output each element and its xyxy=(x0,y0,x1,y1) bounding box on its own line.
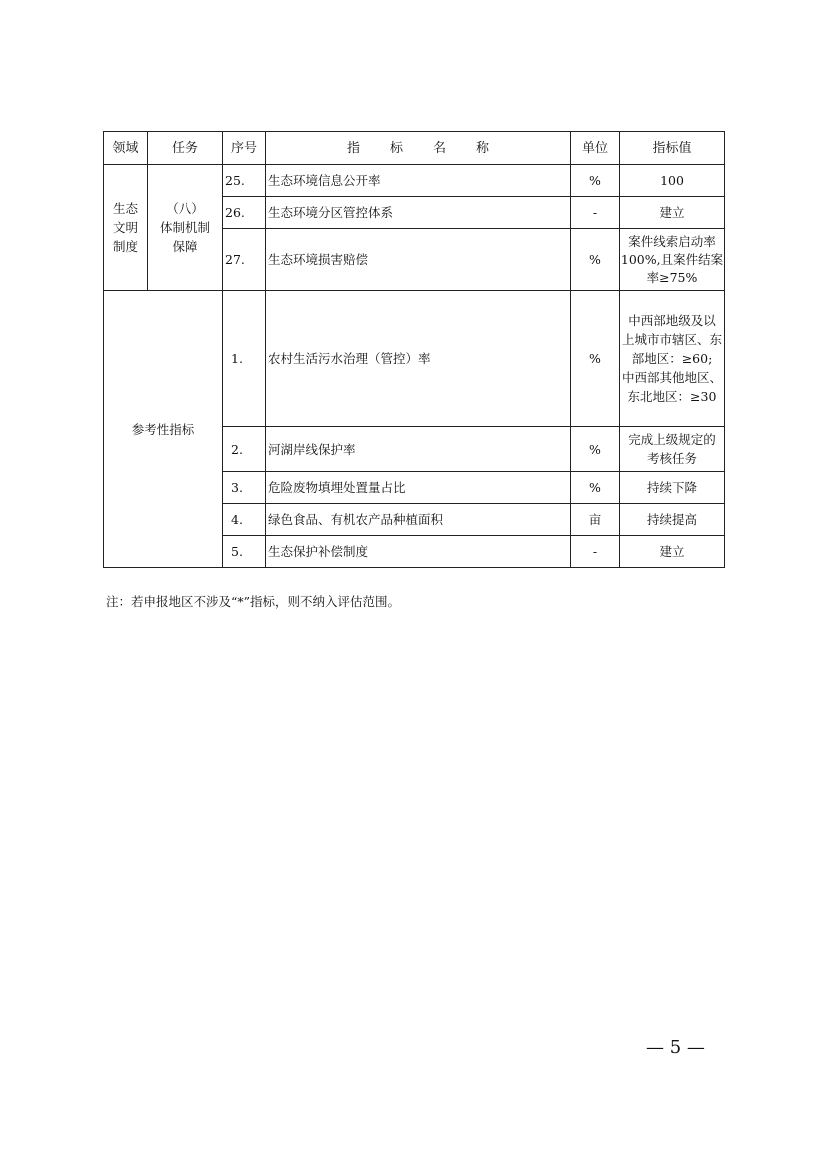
value-cell: 完成上级规定的 考核任务 xyxy=(620,427,725,472)
indicator-table xyxy=(103,131,725,568)
task-cell: （八） 体制机制 保障 xyxy=(148,165,223,291)
unit-cell: % xyxy=(571,472,620,504)
value-cell: 持续提高 xyxy=(620,504,725,536)
unit-cell: % xyxy=(571,291,620,427)
name-cell: 生态保护补偿制度 xyxy=(266,536,571,568)
no-cell: 1. xyxy=(223,291,266,427)
header-value: 指标值 xyxy=(620,132,725,165)
header-name: 指标名称 xyxy=(266,132,571,165)
table-row xyxy=(104,291,725,427)
value-cell: 建立 xyxy=(620,197,725,229)
table-header xyxy=(104,132,725,165)
no-cell: 4. xyxy=(223,504,266,536)
header-task: 任务 xyxy=(148,132,223,165)
value-cell: 100 xyxy=(620,165,725,197)
value-cell: 持续下降 xyxy=(620,472,725,504)
name-cell: 河湖岸线保护率 xyxy=(266,427,571,472)
page-number: — 5 — xyxy=(646,1037,705,1058)
table-row xyxy=(104,165,725,197)
no-cell: 26. xyxy=(223,197,266,229)
value-cell: 建立 xyxy=(620,536,725,568)
name-cell: 生态环境分区管控体系 xyxy=(266,197,571,229)
domain-cell: 参考性指标 xyxy=(104,291,223,568)
unit-cell: % xyxy=(571,165,620,197)
unit-cell: % xyxy=(571,427,620,472)
unit-cell: 亩 xyxy=(571,504,620,536)
no-cell: 3. xyxy=(223,472,266,504)
header-no: 序号 xyxy=(223,132,266,165)
no-cell: 25. xyxy=(223,165,266,197)
value-cell: 中西部地级及以 上城市市辖区、东 部地区：≥60; 中西部其他地区、 东北地区：≥30 xyxy=(620,291,725,427)
header-domain: 领域 xyxy=(104,132,148,165)
unit-cell: - xyxy=(571,197,620,229)
domain-cell: 生态 文明 制度 xyxy=(104,165,148,291)
name-cell: 生态环境信息公开率 xyxy=(266,165,571,197)
header-unit: 单位 xyxy=(571,132,620,165)
no-cell: 5. xyxy=(223,536,266,568)
unit-cell: % xyxy=(571,229,620,291)
no-cell: 27. xyxy=(223,229,266,291)
value-cell: 案件线索启动率 100%,且案件结案 率≥75% xyxy=(620,229,725,291)
name-cell: 危险废物填埋处置量占比 xyxy=(266,472,571,504)
no-cell: 2. xyxy=(223,427,266,472)
unit-cell: - xyxy=(571,536,620,568)
name-cell: 农村生活污水治理（管控）率 xyxy=(266,291,571,427)
name-cell: 生态环境损害赔偿 xyxy=(266,229,571,291)
footnote: 注：若申报地区不涉及“*”指标，则不纳入评估范围。 xyxy=(106,594,401,609)
name-cell: 绿色食品、有机农产品种植面积 xyxy=(266,504,571,536)
